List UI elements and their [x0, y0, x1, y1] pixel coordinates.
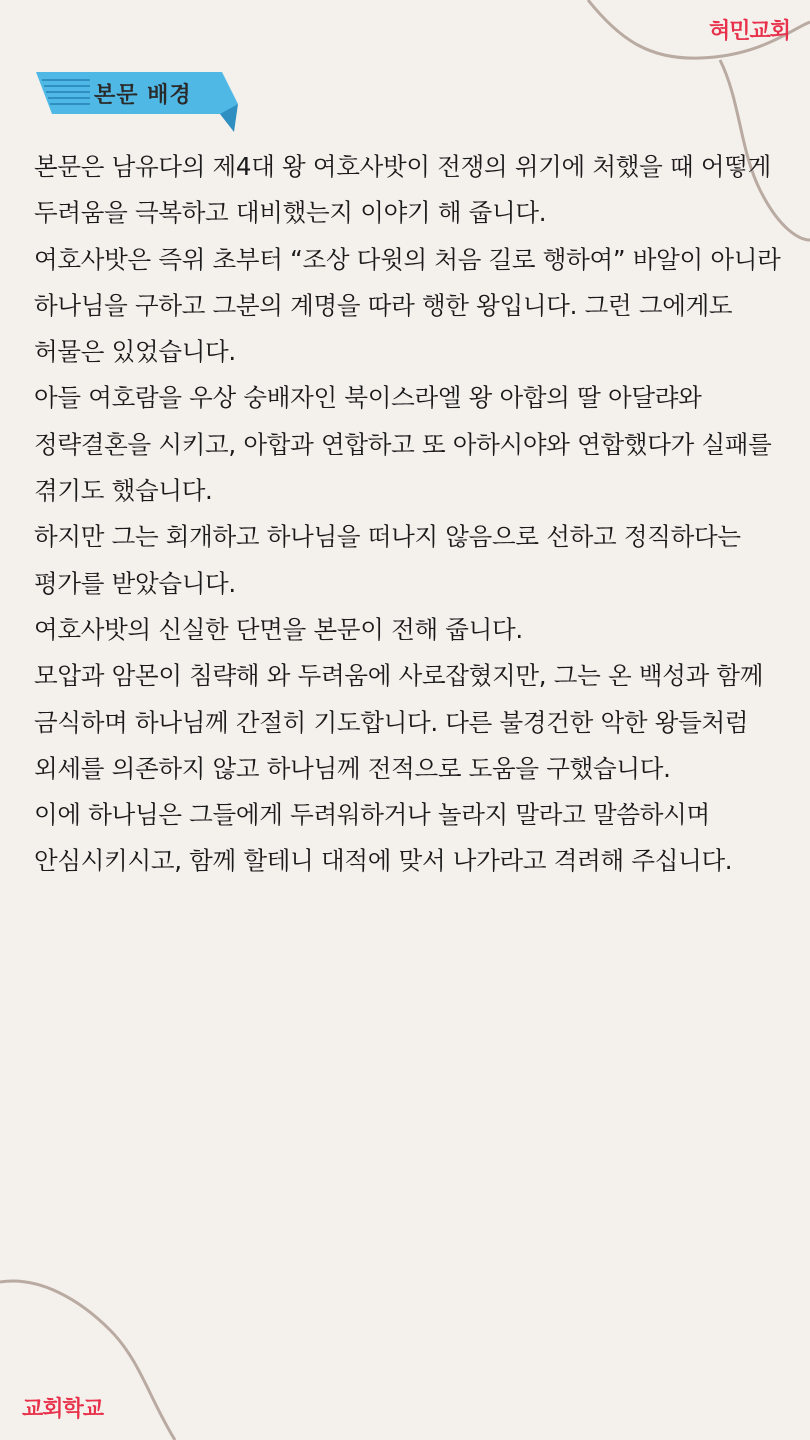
paragraph: 하지만 그는 회개하고 하나님을 떠나지 않음으로 선하고 정직하다는 평가를 받았습니다. [34, 522, 741, 598]
paragraph: 여호사밧은 즉위 초부터 “조상 다윗의 처음 길로 행하여” 바알이 아니라 하나님을 구하고 그분의 계명을 따라 행한 왕입니다. 그런 그에게도 허물은 있었습니다. [34, 244, 781, 367]
section-title: 본문 배경 [94, 83, 192, 108]
body-text [34, 144, 784, 885]
paragraph: 여호사밧의 신실한 단면을 본문이 전해 줍니다. [34, 614, 523, 644]
paragraph: 아들 여호람을 우상 숭배자인 북이스라엘 왕 아합의 딸 아달랴와 정략결혼을 시키고, 아합과 연합하고 또 아하시야와 연합했다가 실패를 겪기도 했습니다. [34, 383, 772, 506]
section-banner [32, 70, 242, 134]
church-logo: 혀민교회 [708, 19, 790, 44]
school-logo: 교회학교 [22, 1397, 104, 1422]
paragraph: 본문은 남유다의 제4대 왕 여호사밧이 전쟁의 위기에 처했을 때 어떻게 두려움을 극복하고 대비했는지 이야기 해 줍니다. [34, 152, 771, 228]
paragraph: 이에 하나님은 그들에게 두려워하거나 놀라지 말라고 말씀하시며 안심시키시고, 함께 할테니 대적에 맞서 나가라고 격려해 주십니다. [34, 800, 733, 876]
paragraph: 모압과 암몬이 침략해 와 두려움에 사로잡혔지만, 그는 온 백성과 함께 금식하며 하나님께 간절히 기도합니다. 다른 불경건한 악한 왕들처럼 외세를 의존하지 않고 하나님께 전적으로 도움을 구했습니다. [34, 661, 764, 783]
